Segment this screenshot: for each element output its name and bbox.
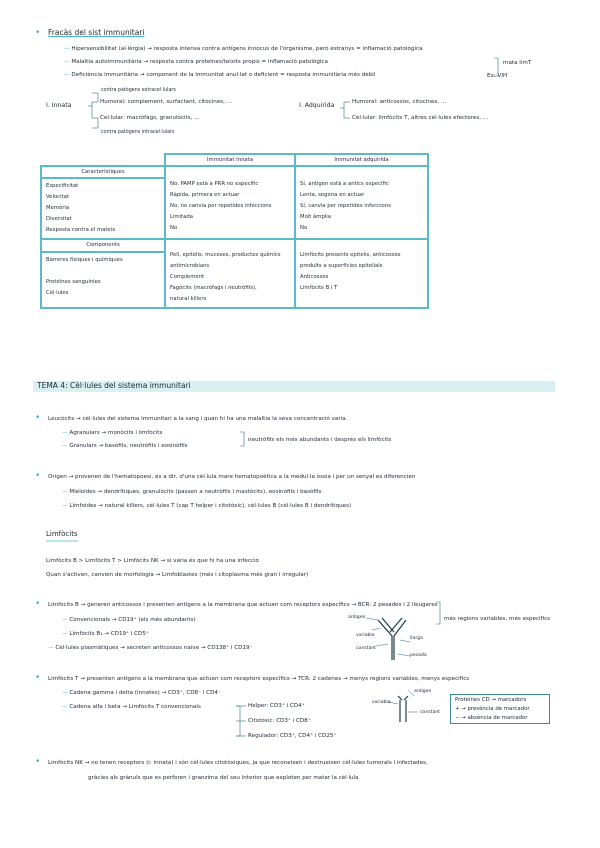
bullet-icon: • <box>35 673 41 683</box>
tcr-diagram <box>398 696 408 722</box>
limb-label-llarga: llarga <box>410 636 423 641</box>
components-keys: Barreres físiques i químiques Proteïnes sanguínies Cèl·lules <box>41 252 165 308</box>
chapter-title: TEMA 4: Cèl·lules del sistema immunitari <box>37 381 191 390</box>
innata-components: Pell, epitelis, mucoses, productes químics antimicrobians Complement Fagòcits (macròfags i neutròfils), natural killers <box>165 239 295 308</box>
limt-line: Limfòcits T → presenten antígens a la membrana que actuen com receptors específics → TCR: 2 cadenes → menys regions variables, menys específics <box>48 676 470 682</box>
origen-limfoides: — Limfoides → natural killers, cèl·lules T (cap T helper i citotòxic), cèl·lules B (cèl·lules B i dendrítiques) <box>62 503 352 509</box>
limb-label-antigen: antigen <box>348 615 366 620</box>
limt-label-antigen: antigen <box>414 689 432 694</box>
table-section-row <box>41 166 428 178</box>
antibody-diagram <box>378 618 406 660</box>
bullet-icon: • <box>35 413 41 423</box>
innata-below-note: contra patògens intracel·lulars <box>101 130 175 135</box>
innata-cellular: Cel·lular: macròfags, granulòcits, ... <box>100 115 200 121</box>
adquirida-components: Limfòcits presents epitelis, anticossos produïts a superfícies epitelials Anticossos Limfòcits B i T <box>295 239 428 308</box>
nk-line-2: gràcies als grànuls que es perforen i granzima del seu interior que exploten per matar la cèl·lula <box>88 775 359 781</box>
leucocits-brace-note: neutròfils els més abundants i després els limfòcits <box>248 437 392 443</box>
s1-line-1: — Hipersensibilitat (al·lèrgia) → resposta intensa contra antígens innocus de l'organisme, però estranys = inflamació patològica <box>64 46 423 52</box>
nk-line-1: Limfòcits NK → no tenen receptors (r. innata) i són cèl·lules citotòxiques, ja que reconeixen i destrueixen cèl·lules tumorals i infectades, <box>48 760 428 766</box>
section-caracteristiques: Característiques <box>41 166 165 178</box>
bullet-icon: • <box>35 471 41 481</box>
section-title-limfocits: Limfòcits <box>46 530 78 538</box>
section-components: Components <box>41 239 165 252</box>
adquirida-label: I. Adquirida <box>299 102 335 109</box>
col-header-innata: Immunitat Innata <box>165 154 295 166</box>
table-section-row-2 <box>41 239 428 252</box>
leucocits-granulars: — Granulars → basòfils, neutròfils i eosinòfils <box>62 443 188 449</box>
bullet-icon: • <box>35 757 41 767</box>
origen-mieloides: — Mieloides → dendrítiques, granulòcits (passen a neutròfils i mastòcits), eosinòfils i basòfils <box>62 489 322 495</box>
innata-label: I. Innata <box>46 102 72 109</box>
origen-line: Origen → provenen de l'hematopoesi, és a dir, d'una cèl·lula mare hematopoètica a la medul·la òssia i per un senyal es diferencien <box>48 474 416 480</box>
limt-regulador: Regulador: CD3⁺, CD4⁺ i CD25⁺ <box>248 733 337 739</box>
limb-line: Limfòcits B → generen anticossos i presenten antígens a la membrana que actuen com receptors específics → BCR: 2 pesades i 2 lleugeres <box>48 602 438 608</box>
leucocits-line: Leucòcits → cèl·lules del sistema immunitari a la sang i quan hi ha una malaltia la seva concentració varia. <box>48 416 348 422</box>
s1-side-note-bottom: Ex: VIH <box>487 73 508 79</box>
adquirida-humoral: Humoral: anticossos, citocines, ... <box>352 99 447 105</box>
limt-label-constant: constant <box>420 710 440 715</box>
limb-convencionals: — Convencionals → CD19⁺ (els més abundants) <box>62 617 196 623</box>
section-title-fracas: Fracàs del sist immunitari <box>48 28 145 37</box>
chapter-heading <box>33 381 555 392</box>
col-header-adquirida: Immunitat adquirida <box>295 154 428 166</box>
limb-label-variable: variable <box>356 633 375 638</box>
limt-helper: Helper: CD3⁺ i CD4⁺ <box>248 703 305 709</box>
characteristics-keys: Especificitat Velocitat Memòria Diversitat Resposta contra el mateix <box>41 178 165 239</box>
limb-regions-note: més regions variables, més específics <box>444 616 551 622</box>
table-header-row <box>41 154 428 166</box>
cd-markers-box: Proteïnes CD → marcadors + → presència de marcador − → absència de marcador <box>450 694 550 724</box>
limt-alfa-beta: — Cadena alfa i beta → Limfòcits T convencionals <box>62 704 201 710</box>
limfocits-activation: Quan s'activen, canvien de morfologia → Limfoblastes (més i citoplasma més gran i irregular) <box>46 572 309 578</box>
adquirida-cellular: Cel·lular: limfòcits T, altres cèl·lules efectores, ... <box>352 115 489 121</box>
limt-gamma-delta: — Cadena gamma i delta (innates) → CD3⁺, CD8⁻ i CD4⁻ <box>62 690 221 696</box>
bullet-icon: • <box>35 599 41 609</box>
innata-characteristics: No, PAMP està a PRR no específic Ràpida, primera en actuar No, no canvia per repetides infeccions Limitada No <box>165 166 295 239</box>
s1-line-2: — Malaltia autoimmunitària → resposta contra proteïnes/teixits propis = inflamació patològica <box>64 59 328 65</box>
bullet-icon: • <box>35 28 41 38</box>
s1-side-note-top: mata limT <box>503 60 532 66</box>
leucocits-agranulars: — Agranulars → monòcits i limfòcits <box>62 430 163 436</box>
limb-plasmatiques: — Cèl·lules plasmàtiques → secreten anticossos naive → CD138⁺ i CD19⁻ <box>48 645 253 651</box>
limt-citotoxic: Citotòxic: CD3⁺ i CD8⁺ <box>248 718 311 724</box>
adquirida-characteristics: Sí, antigen està a antics específic Lenta, segona en actuar Sí, canvia per repetides infeccions Molt àmplia No <box>295 166 428 239</box>
innata-humoral: Humoral: complement, surfactant, citocines, ... <box>100 99 233 105</box>
comparison-table <box>40 153 429 309</box>
innata-above-note: contra patògens extracel·lulars <box>101 88 176 93</box>
limt-label-variable: variable <box>372 700 391 705</box>
s1-line-3: — Deficiència immunitària → component de la immunitat anul·lat o deficient = resposta immunitària més dèbil <box>64 72 376 78</box>
limb-label-constant: constant <box>356 646 376 651</box>
limb-b1: — Limfòcits B₁ → CD19⁺ i CD5⁺ <box>62 631 149 637</box>
limb-label-pesada: pesada <box>410 653 427 658</box>
limfocits-order: Limfòcits B > Limfòcits T > Limfòcits NK → si varia és que hi ha una infecció <box>46 558 259 564</box>
